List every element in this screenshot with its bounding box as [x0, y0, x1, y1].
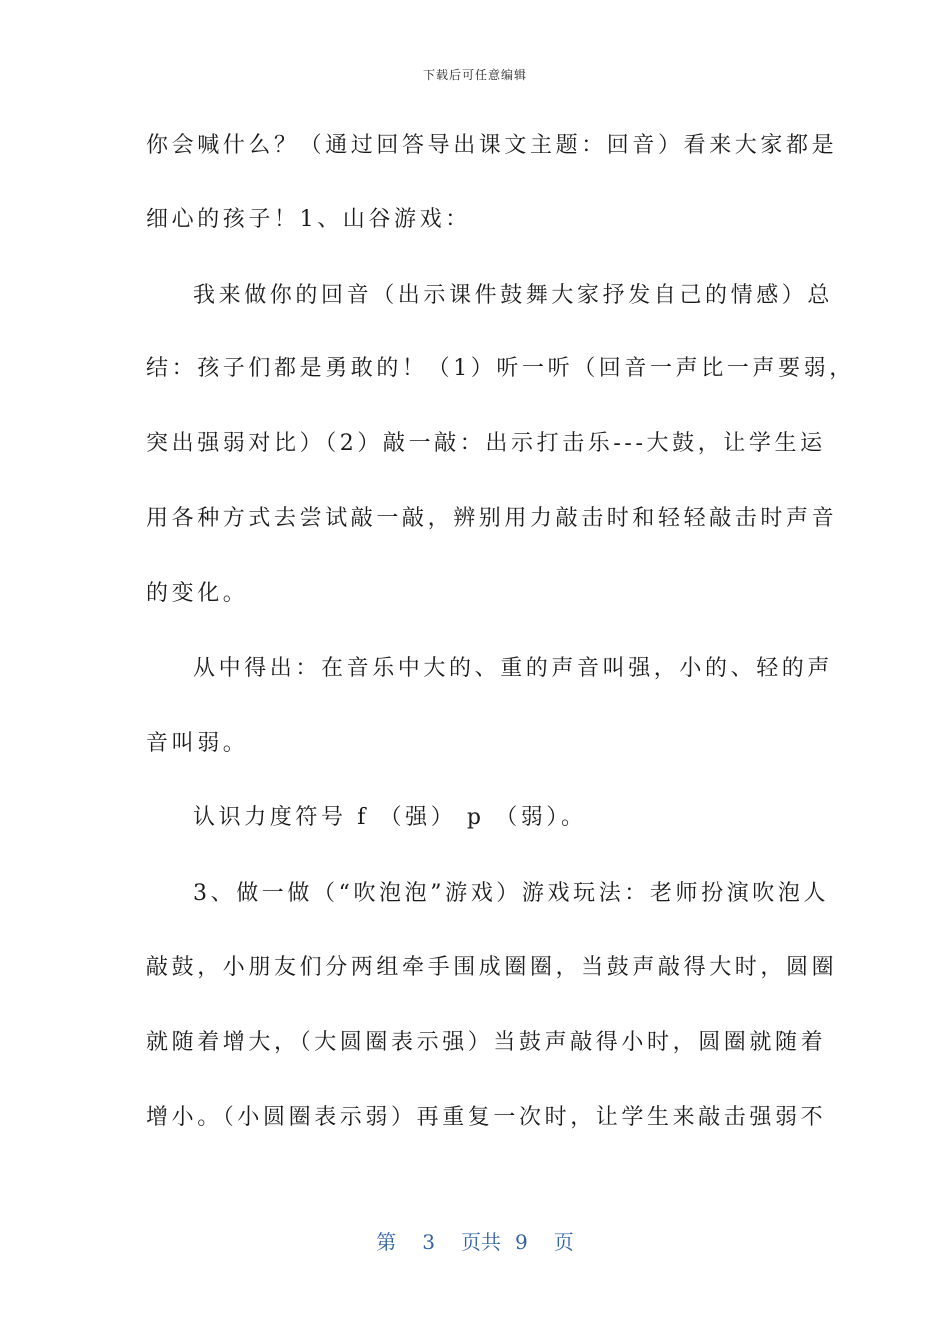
body-line-7: 的变化。: [146, 581, 249, 606]
body-line-2: 细心的孩子！1、山谷游戏：: [146, 207, 471, 232]
body-line-9: 音叫弱。: [146, 731, 249, 756]
footer-mid: 页共: [461, 1230, 501, 1254]
body-line-11: 3、做一做（“吹泡泡”游戏）游戏玩法：老师扮演吹泡人: [193, 881, 830, 906]
page-number: 3: [422, 1230, 435, 1254]
body-line-4: 结：孩子们都是勇敢的！（1）听一听（回音一声比一声要弱，: [146, 356, 855, 381]
footer-suffix: 页: [553, 1230, 574, 1254]
total-pages: 9: [515, 1230, 528, 1254]
body-line-10: 认识力度符号 f （强） p （弱）。: [193, 805, 587, 830]
body-line-8: 从中得出：在音乐中大的、重的声音叫强，小的、轻的声: [193, 656, 834, 681]
body-line-1: 你会喊什么？（通过回答导出课文主题：回音）看来大家都是: [146, 133, 838, 158]
footer-prefix: 第: [376, 1230, 397, 1254]
body-line-5: 突出强弱对比）（2）敲一敲：出示打击乐---大鼓，让学生运: [146, 431, 826, 456]
body-line-12: 敲鼓，小朋友们分两组牵手围成圈圈，当鼓声敲得大时，圆圈: [146, 955, 838, 980]
body-line-6: 用各种方式去尝试敲一敲，辨别用力敲击时和轻轻敲击时声音: [146, 506, 838, 531]
page-header: 下载后可任意编辑: [422, 68, 527, 82]
page-footer: [0, 1226, 950, 1255]
body-line-3: 我来做你的回音（出示课件鼓舞大家抒发自己的情感）总: [193, 283, 834, 308]
body-line-13: 就随着增大，（大圆圈表示强）当鼓声敲得小时，圆圈就随着: [146, 1030, 827, 1055]
body-line-14: 增小。（小圆圈表示弱）再重复一次时，让学生来敲击强弱不: [146, 1105, 827, 1130]
